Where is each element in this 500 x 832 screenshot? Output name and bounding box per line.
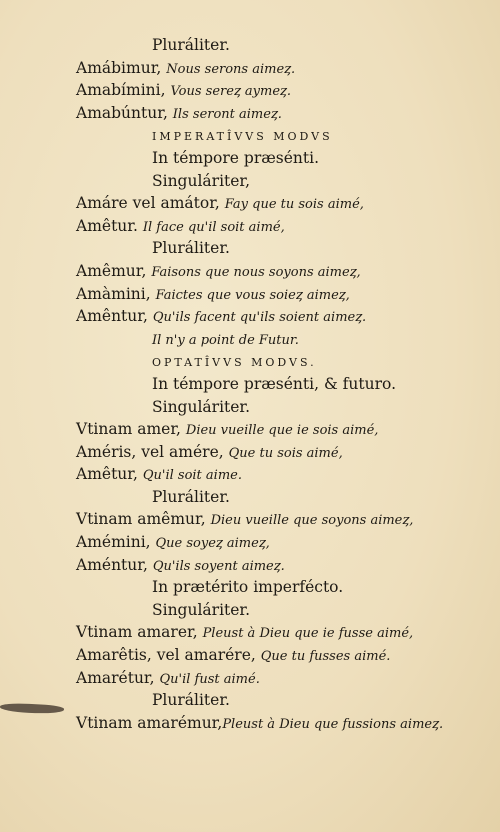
french-translation: Ils seront aimeȥ.	[172, 106, 282, 122]
latin-text: Amabímini,	[76, 81, 171, 100]
french-translation: Il face qu'il soit aimé,	[142, 219, 285, 235]
latin-text: Pluráliter.	[152, 487, 230, 506]
latin-text: Amábimur,	[76, 58, 167, 77]
text-line	[0, 712, 500, 735]
text-line	[0, 79, 500, 102]
latin-text: Singuláriter.	[152, 600, 251, 619]
latin-text: OPTATÎVVS MODVS.	[152, 356, 317, 370]
latin-text: Amêtur.	[76, 216, 143, 235]
text-line	[0, 57, 500, 80]
french-translation: Qu'ils soyent aimeȥ.	[152, 558, 285, 574]
latin-text: Singuláriter,	[152, 171, 251, 190]
text-line	[0, 667, 500, 690]
latin-text: Pluráliter.	[152, 691, 230, 710]
latin-text: In témpore præsénti, & futuro.	[152, 374, 396, 393]
latin-text: Amabúntur,	[76, 103, 173, 122]
latin-text: Amarêtis, vel amarére,	[76, 646, 261, 665]
latin-text: Vtinam amer,	[76, 420, 186, 439]
text-line	[0, 102, 500, 125]
text-line	[0, 124, 500, 147]
text-line	[0, 418, 500, 441]
latin-text: Amêtur,	[76, 465, 143, 484]
latin-text: Vtinam amarémur,	[76, 713, 223, 732]
latin-text: Vtinam amêmur,	[76, 510, 211, 529]
french-translation: Vous sereȥ aymeȥ.	[170, 84, 292, 100]
text-line	[0, 441, 500, 464]
french-translation: Faictes que vous soieȥ aimeȥ,	[155, 287, 350, 303]
latin-text: Amêntur,	[76, 307, 153, 326]
latin-text: Amarétur,	[76, 668, 160, 687]
french-translation: Qu'il soit aime.	[142, 468, 242, 484]
latin-text: In témpore præsénti.	[152, 148, 320, 167]
text-line	[0, 463, 500, 486]
latin-text: Pluráliter.	[152, 36, 230, 54]
latin-text: In prætérito imperfécto.	[152, 578, 344, 597]
text-line	[0, 260, 500, 283]
french-translation: Nous serons aimeȥ.	[166, 61, 296, 77]
text-line	[0, 576, 500, 599]
french-translation: Que tu sois aimé,	[228, 445, 343, 461]
text-line	[0, 192, 500, 215]
text-line	[0, 689, 500, 712]
text-line	[0, 170, 500, 193]
french-translation: Que tu fusses aimé.	[260, 649, 391, 665]
latin-text: Singuláriter.	[152, 397, 251, 416]
text-line	[0, 554, 500, 577]
latin-text: Amáre vel amátor,	[76, 194, 225, 213]
text-line	[0, 283, 500, 306]
french-translation: Pleust à Dieu que fussions aimeȥ.	[222, 716, 444, 732]
text-line	[0, 305, 500, 328]
text-line	[0, 508, 500, 531]
text-line	[0, 373, 500, 396]
french-translation: Pleust à Dieu que ie fusse aimé,	[202, 626, 414, 642]
french-translation: Qu'il fust aimé.	[159, 671, 260, 687]
text-line	[0, 34, 500, 57]
latin-text: Vtinam amarer,	[76, 623, 203, 642]
text-line	[0, 215, 500, 238]
text-block	[0, 34, 500, 734]
text-line	[0, 237, 500, 260]
latin-text: Pluráliter.	[152, 239, 230, 258]
text-line	[0, 147, 500, 170]
text-line	[0, 531, 500, 554]
latin-text: Améris, vel amére,	[76, 442, 229, 461]
text-line	[0, 621, 500, 644]
french-translation: Que soyeȥ aimeȥ,	[155, 536, 270, 552]
french-translation: Dieu vueille que ie sois aimé,	[185, 423, 379, 439]
french-translation: Dieu vueille que soyons aimeȥ,	[210, 513, 414, 529]
french-translation: Fay que tu sois aimé,	[224, 197, 364, 213]
latin-text: Amêmur,	[76, 261, 152, 280]
latin-text: Amàmini,	[76, 284, 156, 303]
latin-text: Amémini,	[76, 533, 156, 552]
text-line	[0, 396, 500, 419]
text-line	[0, 350, 500, 373]
latin-text: IMPERATÎVVS MODVS	[152, 130, 333, 144]
french-translation: Qu'ils facent qu'ils soient aimeȥ.	[152, 310, 367, 326]
text-line	[0, 644, 500, 667]
french-translation: Faisons que nous soyons aimeȥ,	[151, 264, 361, 280]
text-line	[0, 328, 500, 351]
text-line	[0, 599, 500, 622]
latin-text: Améntur,	[76, 555, 153, 574]
text-line	[0, 486, 500, 509]
french-translation: Il n'y a point de Futur.	[152, 332, 299, 348]
